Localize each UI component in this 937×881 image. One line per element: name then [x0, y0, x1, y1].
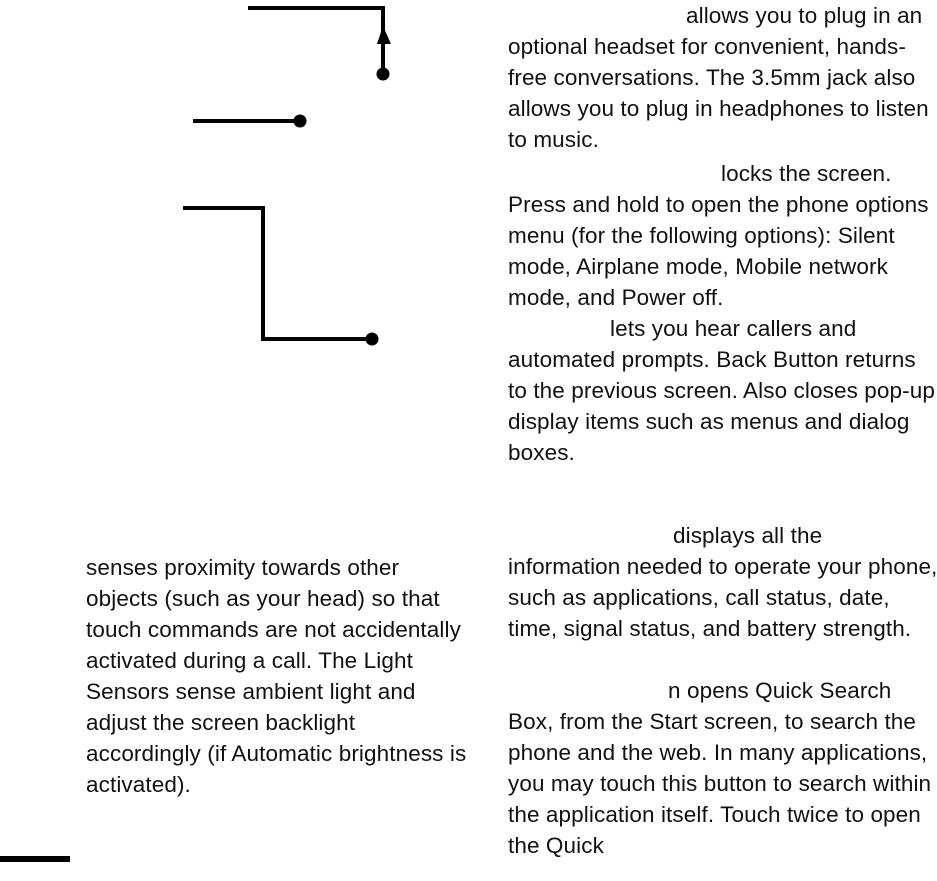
callout-text-earpiece: [508, 313, 937, 468]
callout-text-headset-jack: [508, 0, 937, 155]
callout-text-display-screen: [508, 520, 937, 644]
leader-line-3: [183, 208, 379, 346]
paragraph-earpiece: [508, 313, 937, 468]
leader-line-1: [248, 8, 391, 81]
leader-line-2: [193, 115, 307, 128]
paragraph-text: locks the screen. Press and hold to open the phone options menu (for the following options): Silent mode, Airplane mode, Mobile network mode, and Power off.: [508, 161, 929, 310]
page-footer-rule: [0, 856, 70, 862]
callout-text-search-key: [508, 675, 937, 861]
paragraph-power-lock-key: [508, 158, 937, 313]
paragraph-text: displays all the information needed to operate your phone, such as applications, call status, date, time, signal status, and battery strength.: [508, 523, 937, 641]
paragraph-display-screen: [508, 520, 937, 644]
callout-text-proximity-light-sensors: [86, 552, 476, 800]
paragraph-search-key: [508, 675, 937, 861]
callout-text-power-lock-key: [508, 158, 937, 313]
paragraph-text: n opens Quick Search Box, from the Start screen, to search the phone and the web. In many applications, you may touch this button to search within the application itself. Touch twice to open the Quick: [508, 678, 932, 858]
paragraph-text: allows you to plug in an optional headset for convenient, hands-free conversations. The 3.5mm jack also allows you to plug in headphones to listen to music.: [508, 3, 929, 152]
paragraph-headset-jack: [508, 0, 937, 155]
paragraph-proximity-light-sensors: senses proximity towards other objects (such as your head) so that touch commands are not accidentally activated during a call. The Light Sensors sense ambient light and adjust the screen backlight accordingly (if Automatic brightness is activated).: [86, 555, 467, 797]
paragraph-text: lets you hear callers and automated prompts. Back Button returns to the previous screen. Also closes pop-up display items such as menus and dialog boxes.: [508, 316, 935, 465]
